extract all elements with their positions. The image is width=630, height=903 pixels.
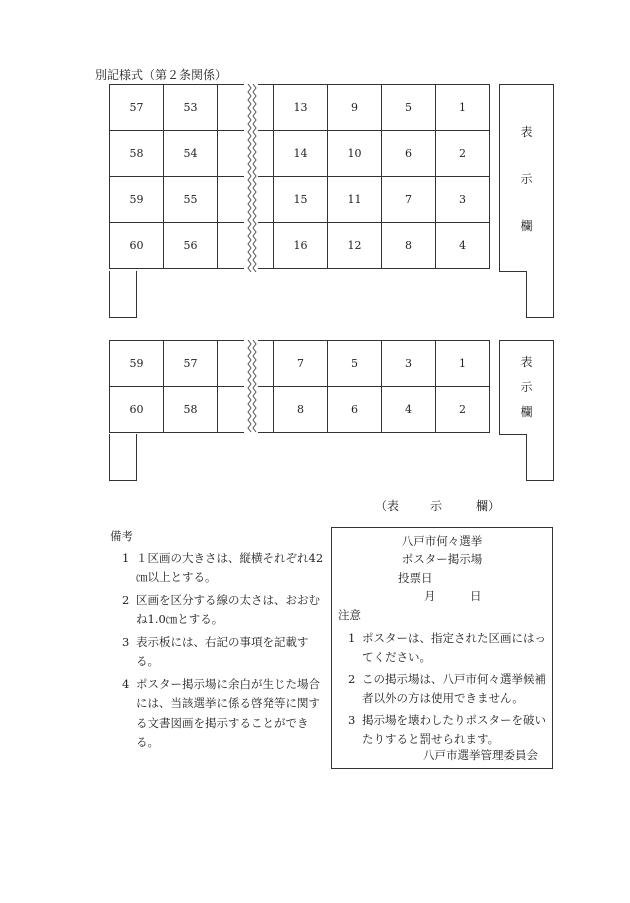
section-number: 8 [274, 387, 328, 433]
caption-mid: 示 [430, 499, 443, 513]
display-label-char: 欄 [520, 219, 533, 233]
caution-heading: 注意 [338, 608, 361, 622]
break-mark [244, 84, 258, 272]
caution-item: 3 掲示場を壊わしたりポスターを破いたりすると罰せられます。 [348, 713, 546, 746]
month-label: 月 [424, 589, 436, 603]
section-number: 56 [164, 223, 218, 269]
day-label: 日 [470, 589, 482, 603]
display-label-char: 示 [520, 172, 533, 186]
section-blank [218, 177, 246, 223]
remarks-heading: 備考 [110, 529, 133, 543]
section-number: 3 [436, 177, 490, 223]
grid-row [110, 341, 490, 387]
section-number: 14 [274, 131, 328, 177]
break-mark [244, 340, 258, 434]
remark-item: 4 ポスター掲示場に余白が生じた場合には、当該選挙に係る啓発等に関する文書図画を掲示することができる。 [122, 676, 320, 749]
section-blank [218, 85, 246, 131]
section-grid-large [109, 84, 490, 269]
form-title: 別記様式（第２条関係） [95, 68, 228, 82]
display-column-small [499, 340, 554, 435]
section-blank [218, 131, 246, 177]
caption-close: 欄） [476, 499, 501, 513]
board-leg-left [109, 434, 137, 481]
section-number: 16 [274, 223, 328, 269]
section-blank [218, 341, 246, 387]
board-leg-right [526, 434, 554, 481]
remark-item: 2 区画を区分する線の太さは、おおむね1.0㎝とする。 [122, 592, 320, 626]
section-blank [218, 223, 246, 269]
remark-item: 3 表示板には、右記の事項を記載する。 [122, 634, 309, 668]
display-board-sample [331, 527, 553, 769]
section-number: 59 [110, 177, 164, 223]
section-number: 53 [164, 85, 218, 131]
section-number: 7 [274, 341, 328, 387]
section-number: 7 [382, 177, 436, 223]
board-name: ポスター掲示場 [401, 552, 483, 566]
section-number: 59 [110, 341, 164, 387]
section-number: 11 [328, 177, 382, 223]
section-number: 8 [382, 223, 436, 269]
section-number: 54 [164, 131, 218, 177]
caption-open: （表 [375, 499, 400, 513]
section-number: 57 [110, 85, 164, 131]
section-number: 60 [110, 387, 164, 433]
caution-item: 1 ポスターは、指定された区画にはってください。 [348, 631, 546, 664]
display-label-char: 表 [520, 125, 533, 139]
section-number: 4 [436, 223, 490, 269]
board-leg-left [109, 271, 137, 318]
section-number: 2 [436, 131, 490, 177]
election-name: 八戸市何々選挙 [401, 534, 483, 548]
section-number: 5 [328, 341, 382, 387]
section-number: 6 [328, 387, 382, 433]
section-blank [218, 387, 246, 433]
grid-row [110, 223, 490, 269]
section-number: 1 [436, 341, 490, 387]
display-label-char: 表 [520, 355, 533, 369]
caution-item: 2 この掲示場は、八戸市何々選挙候補者以外の方は使用できません。 [348, 672, 546, 705]
remark-item: 1 １区画の大きさは、縦横それぞれ42㎝以上とする。 [122, 550, 324, 584]
section-number: 2 [436, 387, 490, 433]
section-grid-small [109, 340, 490, 433]
section-number: 58 [164, 387, 218, 433]
section-number: 10 [328, 131, 382, 177]
caution-items [338, 629, 548, 749]
section-number: 5 [382, 85, 436, 131]
section-number: 4 [382, 387, 436, 433]
grid-row [110, 387, 490, 433]
remarks [110, 527, 325, 753]
section-number: 6 [382, 131, 436, 177]
section-number: 55 [164, 177, 218, 223]
display-label-char: 示 [520, 380, 533, 394]
grid-row [110, 177, 490, 223]
section-number: 57 [164, 341, 218, 387]
issuer: 八戸市選挙管理委員会 [423, 748, 538, 762]
section-number: 3 [382, 341, 436, 387]
display-column-large [499, 84, 554, 272]
display-label-char: 欄 [520, 405, 533, 419]
section-number: 9 [328, 85, 382, 131]
section-number: 58 [110, 131, 164, 177]
vote-day-label: 投票日 [398, 571, 433, 585]
section-number: 15 [274, 177, 328, 223]
section-number: 12 [328, 223, 382, 269]
section-number: 13 [274, 85, 328, 131]
section-number: 60 [110, 223, 164, 269]
grid-row [110, 85, 490, 131]
board-leg-right [526, 271, 554, 318]
grid-row [110, 131, 490, 177]
section-number: 1 [436, 85, 490, 131]
